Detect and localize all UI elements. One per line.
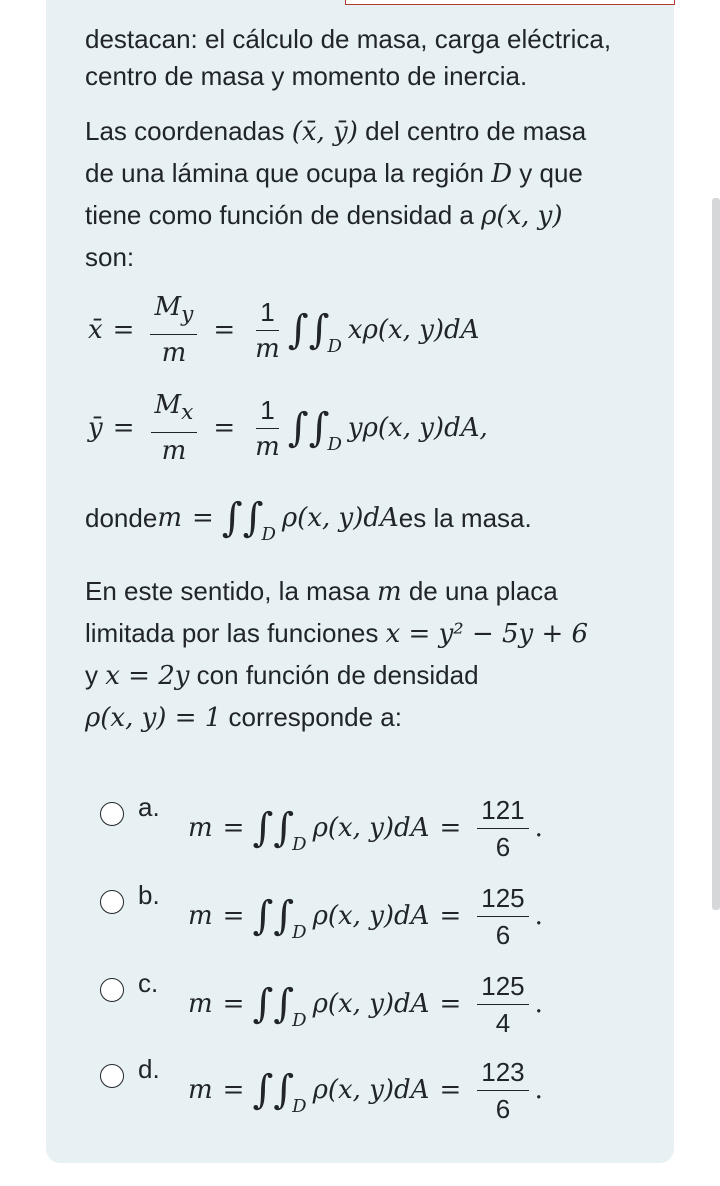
region: D	[292, 833, 307, 855]
text: es la masa.	[398, 502, 532, 533]
radio-button[interactable]	[100, 1064, 124, 1088]
radio-button[interactable]	[100, 978, 124, 1002]
question-line-3	[85, 654, 479, 697]
fraction-mx-m	[151, 389, 198, 466]
text: donde	[85, 502, 158, 533]
math-function-1: x = y² − 5y + 6	[385, 619, 589, 649]
den: m	[161, 435, 187, 466]
text: del centro de masa	[357, 116, 587, 146]
option-d[interactable]	[100, 1050, 640, 1130]
text: con función de densidad	[189, 660, 479, 690]
region: D	[292, 921, 307, 943]
text: y que	[512, 158, 583, 188]
lhs: x̄	[88, 315, 103, 345]
region: D	[292, 1095, 307, 1117]
double-integral: ∫∫	[221, 495, 264, 541]
num: M	[154, 390, 182, 421]
integrand: ρ(x, y)dA	[281, 503, 399, 533]
math-density: ρ(x, y) = 1	[85, 703, 222, 733]
numerator: 123	[477, 1056, 528, 1091]
num-sub: x	[181, 400, 194, 426]
numerator: 121	[477, 794, 528, 829]
var-m: m	[157, 503, 182, 533]
numerator: 125	[477, 970, 528, 1005]
equals: =	[439, 813, 462, 843]
answer-fraction	[477, 794, 528, 863]
denominator: 6	[495, 1093, 511, 1124]
math-region: D	[491, 159, 513, 189]
region: D	[292, 1009, 307, 1031]
option-c[interactable]	[100, 964, 640, 1044]
option-formula	[188, 964, 543, 1044]
equals: =	[213, 413, 236, 443]
option-formula	[188, 1050, 543, 1130]
equals: =	[222, 1075, 245, 1105]
option-letter: b.	[138, 880, 160, 910]
integrand: ρ(x, y)dA	[312, 1075, 430, 1105]
intro-line-2: centro de masa y momento de inercia.	[85, 61, 528, 91]
text: de una lámina que ocupa la región	[85, 158, 492, 188]
formula-ybar	[88, 388, 488, 468]
option-b[interactable]	[100, 876, 640, 956]
double-integral: ∫∫	[252, 981, 295, 1027]
para1-line-3	[85, 194, 563, 237]
integrand: xρ(x, y)dA	[347, 315, 480, 345]
text: y	[85, 660, 106, 690]
option-formula	[188, 876, 543, 956]
option-letter: a.	[138, 792, 160, 822]
equals: =	[222, 901, 245, 931]
text: Las coordenadas	[85, 116, 292, 146]
denominator: 6	[495, 919, 511, 950]
answer-box-edge	[345, 0, 675, 5]
para1-line-2	[85, 152, 583, 195]
text: corresponde a:	[221, 702, 402, 732]
region: D	[327, 433, 342, 455]
question-line-1	[85, 570, 558, 613]
mass-definition	[85, 478, 532, 558]
lhs: m	[188, 989, 213, 1019]
den: m	[255, 431, 280, 462]
option-letter: d.	[138, 1054, 160, 1084]
lhs: m	[188, 813, 213, 843]
lhs: m	[188, 1075, 213, 1105]
equals: =	[191, 503, 214, 533]
num-sub: y	[181, 302, 194, 328]
denominator: 4	[495, 1007, 511, 1038]
integrand: ρ(x, y)dA	[312, 901, 430, 931]
denominator: 6	[495, 831, 511, 862]
text: de una placa	[401, 576, 558, 606]
lhs: m	[188, 901, 213, 931]
double-integral: ∫∫	[287, 307, 330, 353]
option-formula	[188, 788, 543, 868]
double-integral: ∫∫	[252, 805, 295, 851]
formula-xbar	[88, 290, 479, 370]
question-line-4	[85, 696, 402, 739]
den: m	[255, 333, 280, 364]
radio-button[interactable]	[100, 802, 124, 826]
numerator: 125	[477, 882, 528, 917]
fraction-1-m	[251, 394, 284, 463]
text: En este sentido, la masa	[85, 576, 377, 606]
equals: =	[439, 989, 462, 1019]
text: limitada por las funciones	[85, 618, 386, 648]
math-m: m	[376, 577, 402, 607]
intro-line-1: destacan: el cálculo de masa, carga eléctrica,	[85, 24, 612, 54]
equals: =	[222, 813, 245, 843]
equals: =	[112, 315, 135, 345]
math-coords: (x̄, ȳ)	[291, 117, 358, 147]
fraction-1-m	[251, 296, 284, 365]
fraction-my-m	[150, 291, 197, 368]
radio-button[interactable]	[100, 890, 124, 914]
double-integral: ∫∫	[252, 893, 295, 939]
lhs: ȳ	[88, 413, 103, 443]
equals: =	[213, 315, 236, 345]
period: .	[534, 813, 543, 843]
para1-line-4: son:	[85, 242, 135, 272]
answer-fraction	[477, 1056, 528, 1125]
integrand: ρ(x, y)dA	[312, 813, 430, 843]
para1-line-1	[85, 110, 586, 153]
equals: =	[439, 1075, 462, 1105]
option-a[interactable]	[100, 788, 640, 868]
scrollbar[interactable]	[712, 198, 720, 910]
equals: =	[439, 901, 462, 931]
integrand: ρ(x, y)dA	[312, 989, 430, 1019]
question-line-2	[85, 612, 588, 655]
den: m	[161, 337, 187, 368]
equals: =	[222, 989, 245, 1019]
period: .	[534, 1075, 543, 1105]
num: M	[154, 292, 182, 323]
equals: =	[112, 413, 135, 443]
period: .	[534, 989, 543, 1019]
double-integral: ∫∫	[287, 405, 330, 451]
double-integral: ∫∫	[252, 1067, 295, 1113]
text: tiene como función de densidad a	[85, 200, 482, 230]
num: 1	[256, 296, 278, 331]
region: D	[327, 335, 342, 357]
answer-fraction	[477, 882, 528, 951]
integrand: yρ(x, y)dA,	[347, 413, 488, 443]
region: D	[261, 523, 276, 545]
math-density: ρ(x, y)	[481, 201, 563, 231]
math-function-2: x = 2y	[105, 661, 190, 691]
num: 1	[256, 394, 278, 429]
period: .	[534, 901, 543, 931]
answer-fraction	[477, 970, 528, 1039]
option-letter: c.	[138, 968, 159, 998]
